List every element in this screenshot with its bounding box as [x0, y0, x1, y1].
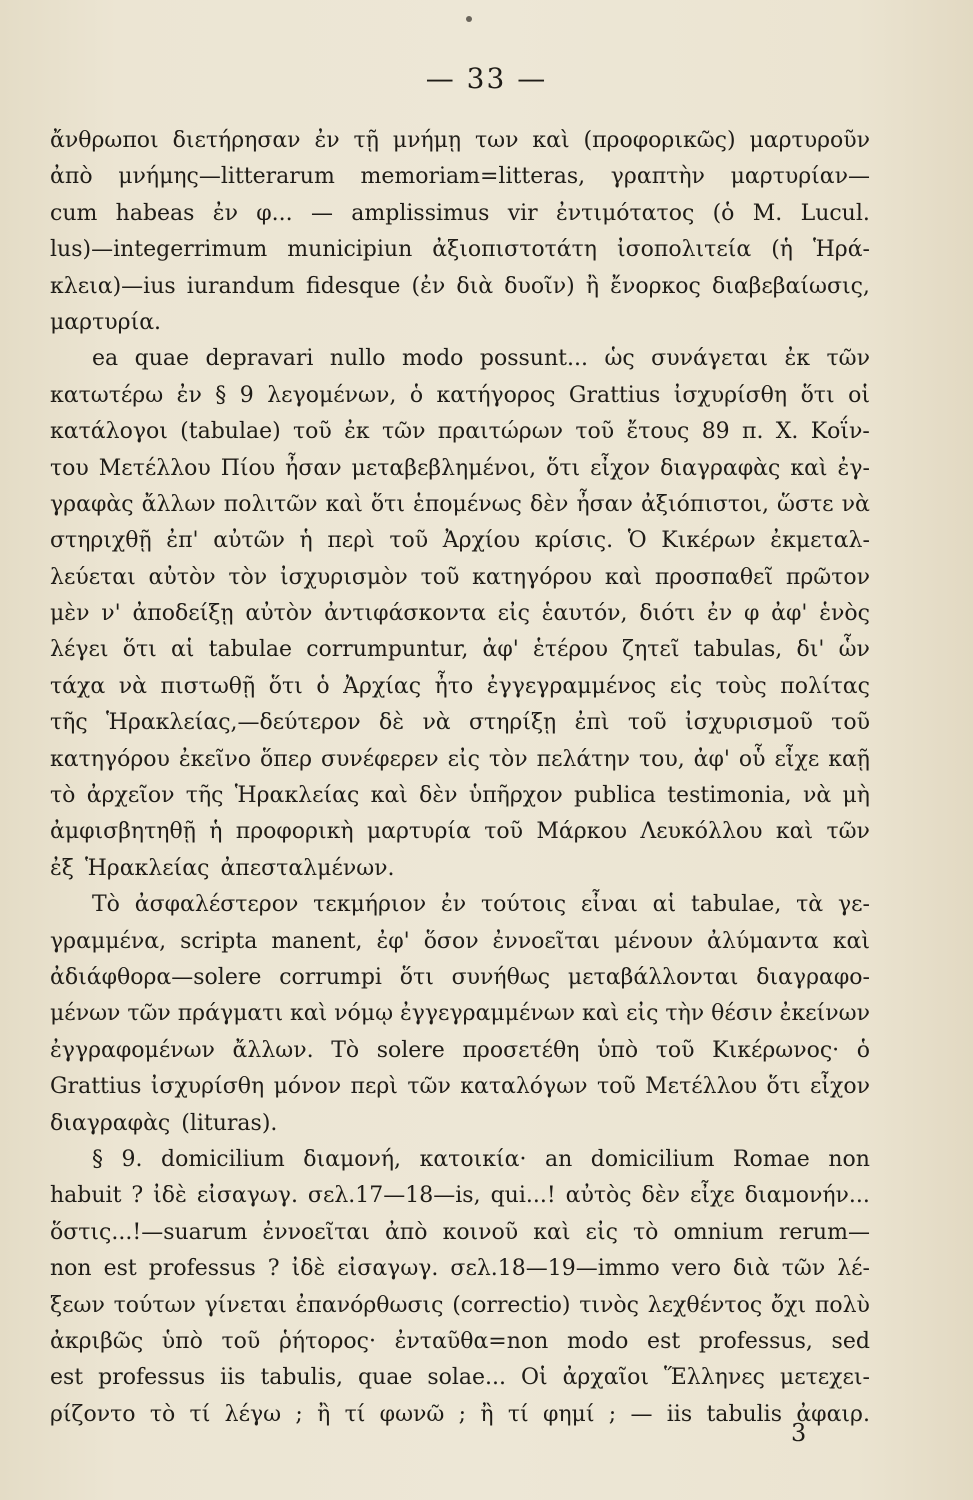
text-line: cum habeas ἐν φ... — amplissimus vir ἐντιμότατος (ὁ Μ. Lucul. [50, 200, 870, 226]
text-line: ἀπὸ μνήμης—litterarum memoriam=litteras, γραπτὴν μαρτυρίαν— [50, 164, 870, 190]
text-line: Τὸ ἀσφαλέστερον τεκμήριον ἐν τούτοις εἶναι αἱ tabulae, τὰ γε- [92, 892, 870, 918]
text-line: ἀμφισβητηθῇ ἡ προφορικὴ μαρτυρία τοῦ Μάρκου Λευκόλλου καὶ τῶν [50, 819, 870, 845]
text-line: μαρτυρία. [50, 309, 162, 335]
page-number-header: — 33 — [425, 62, 548, 95]
text-line: ἀδιάφθορα—solere corrumpi ὅτι συνήθως μεταβάλλονται διαγραφο- [50, 964, 870, 990]
text-line: του Μετέλλου Πίου ἦσαν μεταβεβλημένοι, ὅτι εἶχον διαγραφὰς καὶ ἐγ- [50, 455, 870, 481]
text-line: ἐγγραφομένων ἄλλων. Τὸ solere προσετέθη ὑπὸ τοῦ Κικέρωνος· ὁ [50, 1037, 870, 1063]
text-line: τὸ ἀρχεῖον τῆς Ἡρακλείας καὶ δὲν ὑπῆρχον publica testimonia, νὰ μὴ [50, 783, 870, 809]
body-text [50, 123, 870, 1433]
text-line: διαγραφὰς (lituras). [50, 1110, 278, 1136]
text-line: στηριχθῇ ἐπ' αὐτῶν ἡ περὶ τοῦ Ἀρχίου κρίσις. Ὁ Κικέρων ἐκμεταλ- [50, 528, 870, 554]
text-line: κατηγόρου ἐκεῖνο ὅπερ συνέφερεν εἰς τὸν πελάτην του, ἀφ' οὗ εἶχε καῇ [50, 746, 870, 772]
text-line: κατωτέρω ἐν § 9 λεγομένων, ὁ κατήγορος Grattius ἰσχυρίσθη ὅτι οἱ [50, 382, 870, 408]
text-line: μένων τῶν πράγματι καὶ νόμῳ ἐγγεγραμμένων καὶ εἰς τὴν θέσιν ἐκείνων [50, 1001, 870, 1027]
text-line: lus)—integerrimum municipiun ἀξιοπιστοτάτη ἰσοπολιτεία (ἡ Ἡρά- [50, 237, 870, 263]
text-line: Grattius ἰσχυρίσθη μόνον περὶ τῶν καταλόγων τοῦ Μετέλλου ὅτι εἶχον [50, 1074, 870, 1100]
text-line: κλεια)—ius iurandum fidesque (ἐν διὰ δυοῖν) ἢ ἔνορκος διαβεβαίωσις, [50, 273, 870, 299]
text-line: λέγει ὅτι αἱ tabulae corrumpuntur, ἀφ' ἑτέρου ζητεῖ tabulas, δι' ὧν [50, 637, 870, 663]
text-line: ρίζοντο τὸ τί λέγω ; ἢ τί φωνῶ ; ἢ τί φημί ; — iis tabulis ἀφαιρ. [50, 1401, 870, 1427]
text-line: γραφὰς ἄλλων πολιτῶν καὶ ὅτι ἑπομένως δὲν ἦσαν ἀξιόπιστοι, ὥστε νὰ [50, 491, 870, 517]
text-line: τῆς Ἡρακλείας,—δεύτερον δὲ νὰ στηρίξῃ ἐπὶ τοῦ ἰσχυρισμοῦ τοῦ [50, 710, 870, 736]
text-line: habuit ? ἰδὲ εἰσαγωγ. σελ.17—18—is, qui...! αὐτὸς δὲν εἶχε διαμονήν... [50, 1183, 870, 1209]
text-line: est professus iis tabulis, quae solae... Οἱ ἀρχαῖοι Ἕλληνες μετεχει- [50, 1365, 870, 1391]
text-line: non est professus ? ἰδὲ εἰσαγωγ. σελ.18—19—immo vero διὰ τῶν λέ- [50, 1256, 870, 1282]
text-line: λεύεται αὐτὸν τὸν ἰσχυρισμὸν τοῦ κατηγόρου καὶ προσπαθεῖ πρῶτον [50, 564, 870, 590]
text-line: ἀκριβῶς ὑπὸ τοῦ ῥήτορος· ἐνταῦθα=non modo est professus, sed [50, 1328, 870, 1354]
text-line: γραμμένα, scripta manent, ἐφ' ὅσον ἐννοεῖται μένουν ἀλύμαντα καὶ [50, 928, 870, 954]
text-line: § 9. domicilium διαμονή, κατοικία· an domicilium Romae non [92, 1146, 870, 1172]
signature-mark: 3 [791, 1419, 807, 1447]
text-line: μὲν ν' ἀποδείξῃ αὐτὸν ἀντιφάσκοντα εἰς ἑαυτόν, διότι ἐν φ ἀφ' ἑνὸς [50, 601, 870, 627]
text-line: ea quae depravari nullo modo possunt... ὡς συνάγεται ἐκ τῶν [92, 346, 870, 372]
ink-dot [466, 16, 472, 22]
text-line: τάχα νὰ πιστωθῇ ὅτι ὁ Ἀρχίας ἦτο ἐγγεγραμμένος εἰς τοὺς πολίτας [50, 673, 870, 699]
text-line: κατάλογοι (tabulae) τοῦ ἐκ τῶν πραιτώρων τοῦ ἔτους 89 π. Χ. Κοΐν- [50, 419, 870, 445]
text-line: ὅστις...!—suarum ἐννοεῖται ἀπὸ κοινοῦ καὶ εἰς τὸ omnium rerum— [50, 1219, 870, 1245]
text-line: ἐξ Ἡρακλείας ἀπεσταλμένων. [50, 855, 395, 881]
text-line: ἄνθρωποι διετήρησαν ἐν τῇ μνήμῃ των καὶ (προφορικῶς) μαρτυροῦν [50, 128, 870, 153]
text-line: ξεων τούτων γίνεται ἐπανόρθωσις (correctio) τινὸς λεχθέντος ὄχι πολὺ [50, 1292, 870, 1318]
